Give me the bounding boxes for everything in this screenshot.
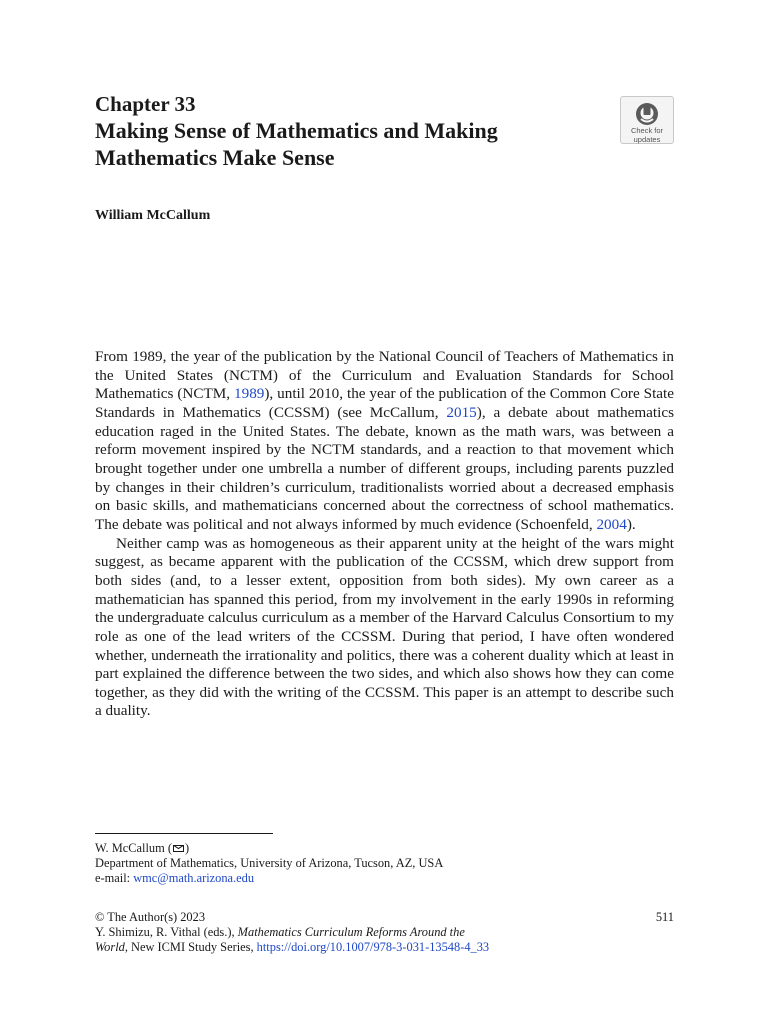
citation-editors: Y. Shimizu, R. Vithal (eds.),: [95, 925, 238, 940]
page-number: 511: [655, 910, 674, 924]
check-updates-label-2: updates: [633, 135, 661, 144]
footnote-author-name: W. McCallum (: [95, 841, 172, 855]
paragraph-1-text-b: ), until 2010, the year of the publication of the Common Core State Standards in Mathematics (CCSSM) (see McCallum,: [95, 385, 674, 421]
envelope-icon[interactable]: [173, 845, 184, 852]
footnote-author-close: ): [184, 841, 190, 855]
check-for-updates-badge[interactable]: [620, 96, 674, 144]
citation-line-2: [95, 940, 674, 955]
chapter-label: Chapter 33: [95, 92, 196, 116]
footnote-divider: [95, 833, 273, 834]
doi-link[interactable]: https://doi.org/10.1007/978-3-031-13548-4_33: [256, 940, 490, 955]
paragraph-1-text-a: From 1989, the year of the publication by the National Council of Teachers of Mathematics in the United States (NCTM) of the Curriculum and Evaluation Standards for School Mathematics (NCTM,: [95, 348, 674, 403]
citation-series: , New ICMI Study Series,: [124, 940, 257, 955]
author-name: William McCallum: [95, 208, 211, 223]
paragraph-1-text-c: ), a debate about mathematics education raged in the United States. The debate, known as the math wars, was between a reform movement inspired by the NCTM standards, and a reaction to that movement which brought together under one umbrella a number of different groups, including parents puzzled by changes in their children’s curriculum, traditionalists worried about a decreased emphasis on basic skills, and mathematicians concerned about the correctness of school mathematics. The debate was political and not always informed by much evidence (Schoenfeld,: [95, 403, 674, 533]
chapter-title: [95, 117, 615, 171]
page-footer: [95, 910, 674, 956]
citation-line-1: [95, 925, 674, 940]
copyright: © The Author(s) 2023: [95, 910, 206, 924]
citation-link-2004[interactable]: 2004: [596, 515, 627, 533]
citation-book-title-2: World: [95, 940, 125, 955]
citation-link-1989[interactable]: 1989: [234, 385, 265, 403]
email-label: e-mail:: [95, 871, 134, 886]
citation-book-title-1: Mathematics Curriculum Reforms Around the: [237, 925, 465, 940]
footnote-affiliation: Department of Mathematics, University of Arizona, Tucson, AZ, USA: [95, 856, 444, 871]
footnote-author-line: [95, 841, 674, 856]
paragraph-1: [95, 348, 674, 535]
footnote-email-line: [95, 871, 674, 886]
body-text: [95, 348, 674, 721]
citation-link-2015[interactable]: 2015: [446, 403, 477, 421]
chapter-title-line-2: Mathematics Make Sense: [95, 145, 335, 170]
paragraph-2: Neither camp was as homogeneous as their apparent unity at the height of the wars might suggest, as became apparent with the publication of the CCSSM, which drew support from both sides (and, to a lesser extent, opposition from both sides). My own career as a mathematician has spanned this period, from my involvement in the early 1990s in reforming the undergraduate calculus curriculum as a member of the Harvard Calculus Consortium to my role as one of the lead writers of the CCSSM. During that period, I have often wondered whether, underneath the irrationality and politics, there was a coherent duality which at least in part explained the difference between the two sides, and which also shows how they can come together, as they did with the writing of the CCSSM. This paper is an attempt to describe such a duality.: [95, 534, 674, 720]
paragraph-1-text-d: ).: [626, 515, 636, 533]
check-updates-label-1: Check for: [630, 126, 664, 135]
footnote: [95, 841, 674, 887]
check-updates-icon: [635, 102, 659, 126]
email-link[interactable]: wmc@math.arizona.edu: [133, 871, 255, 886]
chapter-title-line-1: Making Sense of Mathematics and Making: [95, 118, 498, 143]
